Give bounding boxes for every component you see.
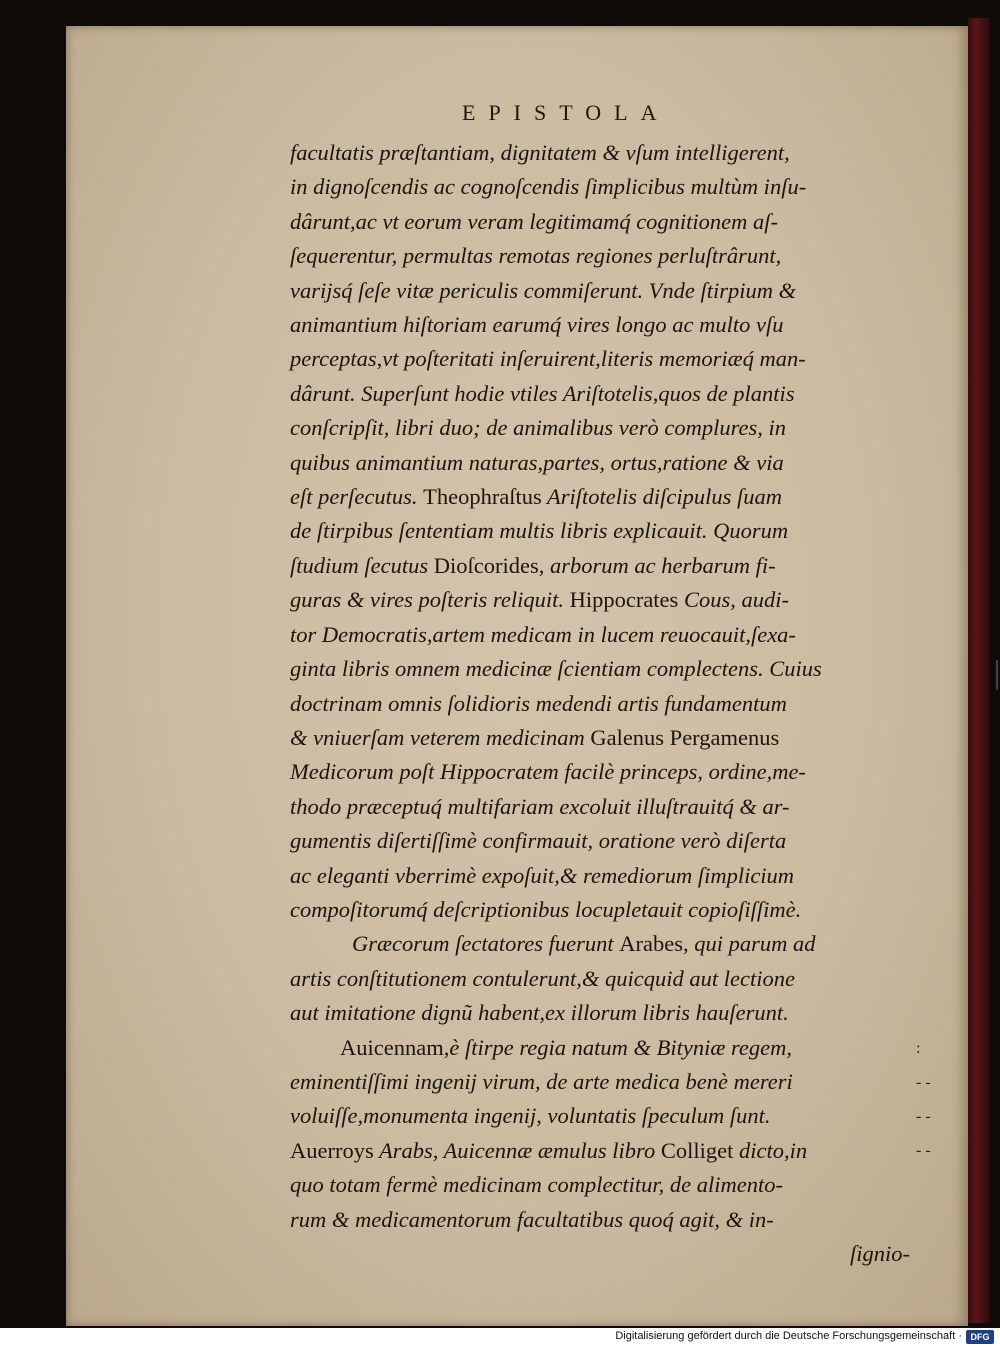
running-head: EPISTOLA xyxy=(462,100,670,125)
text-line xyxy=(290,1237,910,1271)
text-line xyxy=(290,1031,910,1065)
italic-text-segment: , qui parum ad xyxy=(683,931,816,957)
margin-mark: - - xyxy=(916,1108,931,1125)
italic-text-segment: Ariſtotelis diſcipulus ſuam xyxy=(541,484,783,510)
text-line xyxy=(290,583,910,617)
roman-text-segment: Galenus Pergamenus xyxy=(590,724,780,750)
italic-text-segment: Arabs, Auicennæ æmulus libro xyxy=(373,1137,661,1163)
italic-text-segment: quo totam fermè medicinam complectitur, de alimento- xyxy=(290,1172,784,1198)
roman-text-segment: Auerroys xyxy=(290,1137,374,1163)
body-text xyxy=(290,136,910,1271)
italic-text-segment: Medicorum poſt Hippocratem facilè princeps, ordine,me- xyxy=(290,759,806,785)
text-line xyxy=(290,1065,910,1099)
italic-text-segment: facultatis præſtantiam, dignitatem & vſum intelligerent, xyxy=(290,140,790,165)
margin-mark: - - xyxy=(916,1074,931,1091)
italic-text-segment: voluiſſe,monumenta ingenij, voluntatis ſpeculum ſunt. xyxy=(290,1103,771,1129)
italic-text-segment: ſequerentur, permultas remotas regiones perluſtrârunt, xyxy=(290,243,782,269)
italic-text-segment: eſt perſecutus. xyxy=(290,484,424,510)
text-line xyxy=(290,411,910,445)
text-line xyxy=(290,927,910,961)
margin-mark: - - xyxy=(916,1142,931,1159)
text-line xyxy=(290,136,910,170)
text-line xyxy=(290,1134,910,1168)
text-line xyxy=(290,618,910,652)
italic-text-segment: ſtudium ſecutus xyxy=(290,552,434,578)
italic-text-segment: eminentiſſimi ingenij virum, de arte medica benè mereri xyxy=(290,1068,793,1094)
italic-text-segment: aut imitatione dignũ habent,ex illorum libris hauſerunt. xyxy=(290,1000,789,1026)
italic-text-segment: doctrinam omnis ſolidioris medendi artis fundamentum xyxy=(290,690,787,716)
text-line xyxy=(290,1168,910,1202)
text-line xyxy=(290,239,910,273)
footer-credit: Digitalisierung gefördert durch die Deutsche Forschungsgemeinschaft · xyxy=(615,1330,962,1342)
roman-text-segment: Colliget xyxy=(660,1137,734,1163)
text-line xyxy=(290,790,910,824)
italic-text-segment: varijsq́ ſeſe vitæ periculis commiſerunt. Vnde ſtirpium & xyxy=(290,277,797,303)
text-line xyxy=(290,721,910,755)
italic-text-segment: guras & vires poſteris reliquit. xyxy=(290,587,570,613)
italic-text-segment: Græcorum ſectatores fuerunt xyxy=(352,931,620,957)
italic-text-segment: , arborum ac herbarum fi- xyxy=(538,552,776,578)
roman-text-segment: Dioſcorides xyxy=(433,552,539,578)
text-line xyxy=(290,549,910,583)
italic-text-segment: in dignoſcendis ac cognoſcendis ſimplicibus multùm inſu- xyxy=(290,174,807,200)
italic-text-segment: è ſtirpe regia natum & Bityniæ regem, xyxy=(449,1034,792,1060)
text-line xyxy=(290,514,910,548)
italic-text-segment: animantium hiſtoriam earumq́ vires longo ac multo vſu xyxy=(290,312,784,338)
italic-text-segment: ſignio- xyxy=(850,1241,910,1266)
italic-text-segment: & vniuerſam veterem medicinam xyxy=(290,724,591,750)
text-line xyxy=(290,652,910,686)
italic-text-segment: thodo præceptuq́ multifariam excoluit illuſtrauitq́ & ar- xyxy=(290,793,790,819)
italic-text-segment: Cous, audi- xyxy=(678,587,789,613)
scan-edge-line xyxy=(996,660,998,690)
text-line xyxy=(290,996,910,1030)
italic-text-segment: conſcripſit, libri duo; de animalibus verò complures, in xyxy=(290,415,786,441)
italic-text-segment: ac eleganti vberrimè expoſuit,& remediorum ſimplicium xyxy=(290,862,795,888)
italic-text-segment: tor Democratis,artem medicam in lucem reuocauit,ſexa- xyxy=(290,621,796,647)
dfg-logo: DFG xyxy=(966,1330,994,1344)
text-line xyxy=(290,859,910,893)
text-line xyxy=(290,308,910,342)
text-line xyxy=(290,342,910,376)
italic-text-segment: rum & medicamentorum facultatibus quoq́ agit, & in- xyxy=(290,1206,774,1232)
italic-text-segment: dârunt,ac vt eorum veram legitimamq́ cognitionem aſ- xyxy=(290,208,779,234)
italic-text-segment: gumentis diſertiſſimè confirmauit, oratione verò diſerta xyxy=(290,828,787,854)
italic-text-segment: dicto,in xyxy=(733,1137,808,1163)
text-line xyxy=(290,755,910,789)
italic-text-segment: quibus animantium naturas,partes, ortus,ratione & via xyxy=(290,449,784,475)
text-line xyxy=(290,962,910,996)
italic-text-segment: ginta libris omnem medicinæ ſcientiam complectens. Cuius xyxy=(290,656,822,682)
text-line xyxy=(290,480,910,514)
footer-bar xyxy=(0,1328,1000,1347)
text-line xyxy=(290,1203,910,1237)
roman-text-segment: Arabes xyxy=(619,931,683,957)
margin-mark: : xyxy=(916,1040,921,1057)
text-line xyxy=(290,170,910,204)
text-line xyxy=(290,1099,910,1133)
text-line xyxy=(290,893,910,927)
text-line xyxy=(290,824,910,858)
text-line xyxy=(290,274,910,308)
text-line xyxy=(290,377,910,411)
roman-text-segment: Hippocrates xyxy=(569,587,679,613)
italic-text-segment: perceptas,vt poſteritati inſeruirent,literis memoriæq́ man- xyxy=(290,346,806,372)
italic-text-segment: compoſitorumq́ deſcriptionibus locupletauit copioſiſſimè. xyxy=(290,896,802,922)
italic-text-segment: de ſtirpibus ſententiam multis libris explicauit. Quorum xyxy=(290,518,789,544)
italic-text-segment: artis conſtitutionem contulerunt,& quicquid aut lectione xyxy=(290,965,795,991)
book-edge xyxy=(968,18,990,1323)
text-line xyxy=(290,687,910,721)
text-line xyxy=(290,446,910,480)
margin-marks xyxy=(916,1032,931,1168)
text-line xyxy=(290,205,910,239)
roman-text-segment: Auicennam, xyxy=(340,1034,450,1060)
roman-text-segment: Theophraſtus xyxy=(423,484,542,510)
italic-text-segment: dârunt. Superſunt hodie vtiles Ariſtotelis,quos de plantis xyxy=(290,380,795,406)
